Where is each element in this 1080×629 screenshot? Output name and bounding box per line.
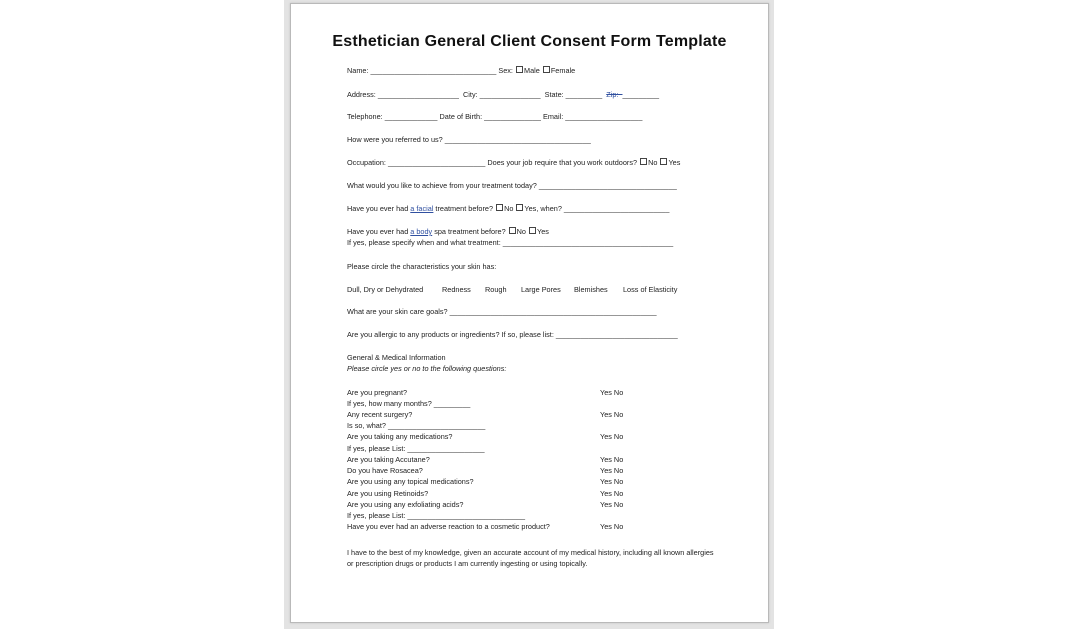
facial-link[interactable]: a facial <box>410 204 434 213</box>
body-no-label: No <box>516 227 526 236</box>
medical-heading: General & Medical Information <box>347 353 446 362</box>
name-line <box>347 66 575 75</box>
allergic-line[interactable]: Are you allergic to any products or ingredients? If so, please list: ______________________________ <box>347 330 678 339</box>
outdoors-yes-checkbox[interactable] <box>660 158 667 165</box>
outdoors-yes-label: Yes <box>668 158 681 167</box>
female-label: Female <box>550 66 576 75</box>
address-field[interactable]: Address: ____________________ City: _______________ State: _________ <box>347 90 607 99</box>
question-pregnant: Are you pregnant? <box>347 388 408 397</box>
sex-label: Sex: <box>496 66 515 75</box>
body-line <box>347 227 549 236</box>
characteristic-loss-of-elasticity[interactable]: Loss of Elasticity <box>623 285 678 294</box>
body-yes-label: Yes <box>537 227 549 236</box>
circle-characteristics-label: Please circle the characteristics your skin has: <box>347 262 497 271</box>
body-no-checkbox[interactable] <box>509 227 516 234</box>
zip-field[interactable]: _________ <box>622 90 660 99</box>
question-retinoids: Are you using Retinoids? <box>347 489 429 498</box>
characteristic-redness[interactable]: Redness <box>442 285 471 294</box>
question-exfoliating-list[interactable]: If yes, please List: _____________________________ <box>347 511 526 520</box>
yes-no-adverse-reaction[interactable]: Yes No <box>600 522 624 531</box>
facial-no-label: No <box>504 204 514 213</box>
occupation-line <box>347 158 680 167</box>
body-link[interactable]: a body <box>410 227 433 236</box>
name-field[interactable]: Name: _______________________________ <box>347 66 497 75</box>
male-label: Male <box>523 66 540 75</box>
yes-no-retinoids[interactable]: Yes No <box>600 489 624 498</box>
closing-statement: I have to the best of my knowledge, given an accurate account of my medical history, including all known allergies or prescription drugs or products I am currently ingesting or using topically. <box>347 548 714 568</box>
characteristic-rough[interactable]: Rough <box>485 285 507 294</box>
question-exfoliating: Are you using any exfoliating acids? <box>347 500 464 509</box>
question-medications-list[interactable]: If yes, please List: ___________________ <box>347 444 485 453</box>
characteristic-large-pores[interactable]: Large Pores <box>521 285 561 294</box>
body-label: Have you ever had <box>347 227 411 236</box>
goals-line[interactable]: What are your skin care goals? ___________________________________________________ <box>347 307 657 316</box>
question-accutane: Are you taking Accutane? <box>347 455 430 464</box>
address-line <box>347 90 659 99</box>
facial-yes-when-field[interactable]: Yes, when? __________________________ <box>524 204 670 213</box>
male-checkbox[interactable] <box>516 66 523 73</box>
facial-no-checkbox[interactable] <box>496 204 503 211</box>
characteristic-dull[interactable]: Dull, Dry or Dehydrated <box>347 285 424 294</box>
facial-label: Have you ever had <box>347 204 411 213</box>
characteristic-blemishes[interactable]: Blemishes <box>574 285 608 294</box>
yes-no-rosacea[interactable]: Yes No <box>600 466 624 475</box>
outdoors-no-checkbox[interactable] <box>640 158 647 165</box>
facial-label-2: treatment before? <box>433 204 496 213</box>
yes-no-exfoliating[interactable]: Yes No <box>600 500 624 509</box>
referred-line[interactable]: How were you referred to us? ____________________________________ <box>347 135 591 144</box>
yes-no-surgery[interactable]: Yes No <box>600 410 624 419</box>
yes-no-accutane[interactable]: Yes No <box>600 455 624 464</box>
question-rosacea: Do you have Rosacea? <box>347 466 423 475</box>
question-topical: Are you using any topical medications? <box>347 477 474 486</box>
page-title: Esthetician General Client Consent Form Template <box>332 33 727 50</box>
telephone-line[interactable]: Telephone: _____________ Date of Birth: ______________ Email: ___________________ <box>347 112 643 121</box>
achieve-line[interactable]: What would you like to achieve from your treatment today? __________________________________ <box>347 181 677 190</box>
yes-no-topical[interactable]: Yes No <box>600 477 624 486</box>
facial-yes-checkbox[interactable] <box>516 204 523 211</box>
zip-label: Zip: <box>606 90 623 99</box>
question-medications: Are you taking any medications? <box>347 432 453 441</box>
question-surgery: Any recent surgery? <box>347 410 413 419</box>
yes-no-medications[interactable]: Yes No <box>600 432 624 441</box>
occupation-field[interactable]: Occupation: ________________________ Does your job require that you work outdoors? <box>347 158 640 167</box>
body-yes-checkbox[interactable] <box>529 227 536 234</box>
outdoors-no-label: No <box>648 158 658 167</box>
question-adverse-reaction: Have you ever had an adverse reaction to a cosmetic product? <box>347 522 550 531</box>
document-page[interactable] <box>290 3 769 623</box>
yes-no-pregnant[interactable]: Yes No <box>600 388 624 397</box>
facial-line <box>347 204 669 213</box>
medical-instructions: Please circle yes or no to the following questions: <box>347 364 507 373</box>
female-checkbox[interactable] <box>543 66 550 73</box>
specify-line[interactable]: If yes, please specify when and what treatment: __________________________________________ <box>347 238 674 247</box>
question-pregnant-months[interactable]: If yes, how many months? _________ <box>347 399 471 408</box>
body-label-2: spa treatment before? <box>432 227 508 236</box>
question-surgery-what[interactable]: Is so, what? ________________________ <box>347 421 486 430</box>
